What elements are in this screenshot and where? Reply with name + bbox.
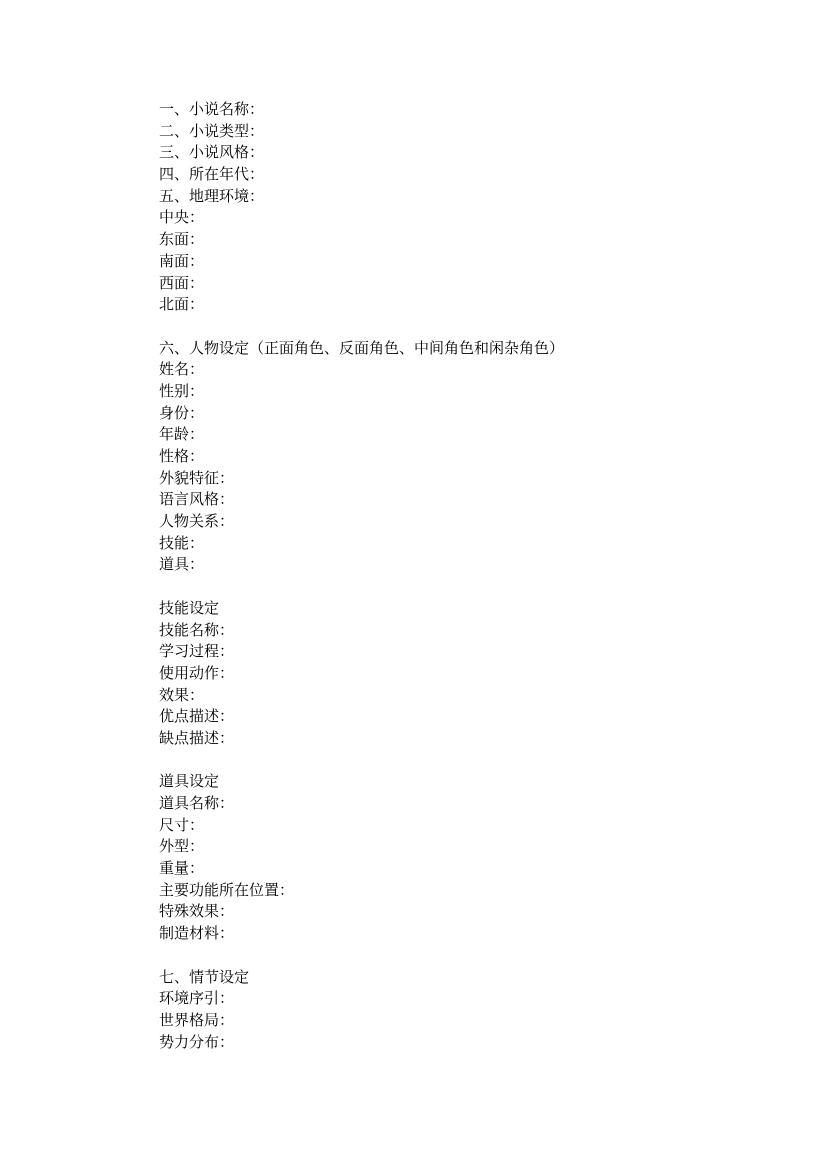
field-name: 姓名： <box>159 360 205 379</box>
section-skills <box>159 598 799 750</box>
field-effect: 效果： <box>159 685 205 704</box>
field-skill-name: 技能名称： <box>159 620 235 639</box>
field-novel-style: 三、小说风格： <box>159 143 265 162</box>
field-speech-style: 语言风格： <box>159 490 235 509</box>
field-east: 东面： <box>159 230 205 249</box>
field-material: 制造材料： <box>159 924 235 943</box>
field-usage-action: 使用动作： <box>159 663 235 682</box>
field-world-structure: 世界格局： <box>159 1010 235 1029</box>
section-props <box>159 771 799 945</box>
field-identity: 身份： <box>159 403 205 422</box>
field-main-function-location: 主要功能所在位置： <box>159 880 295 899</box>
field-age: 年龄： <box>159 425 205 444</box>
section-heading: 技能设定 <box>159 598 220 617</box>
field-weaknesses: 缺点描述： <box>159 728 235 747</box>
field-relationships: 人物关系： <box>159 512 235 531</box>
field-weight: 重量： <box>159 859 205 878</box>
field-shape: 外型： <box>159 837 205 856</box>
field-era: 四、所在年代： <box>159 165 265 184</box>
section-heading: 道具设定 <box>159 772 220 791</box>
section-heading: 六、人物设定（正面角色、反面角色、中间角色和闲杂角色） <box>159 338 565 357</box>
section-heading: 七、情节设定 <box>159 967 250 986</box>
spacer <box>159 576 799 598</box>
spacer <box>159 945 799 967</box>
field-geography: 五、地理环境： <box>159 186 265 205</box>
field-skills: 技能： <box>159 533 205 552</box>
spacer <box>159 316 799 338</box>
field-novel-genre: 二、小说类型： <box>159 121 265 140</box>
spacer <box>159 750 799 772</box>
section-characters <box>159 338 799 577</box>
field-size: 尺寸： <box>159 815 205 834</box>
field-environment-prologue: 环境序引： <box>159 989 235 1008</box>
field-personality: 性格： <box>159 447 205 465</box>
field-strengths: 优点描述： <box>159 707 235 726</box>
section-basics <box>159 99 799 316</box>
field-south: 南面： <box>159 251 205 270</box>
field-center: 中央： <box>159 208 205 227</box>
field-prop-name: 道具名称： <box>159 794 235 812</box>
field-learning-process: 学习过程： <box>159 642 235 661</box>
field-gender: 性别： <box>159 381 205 400</box>
field-appearance: 外貌特征： <box>159 468 235 487</box>
field-novel-name: 一、小说名称： <box>159 100 265 118</box>
section-plot <box>159 967 799 1054</box>
document-page <box>159 99 799 1053</box>
field-north: 北面： <box>159 295 205 314</box>
field-power-distribution: 势力分布： <box>159 1032 235 1051</box>
field-west: 西面： <box>159 273 205 292</box>
field-props: 道具： <box>159 555 205 574</box>
field-special-effect: 特殊效果： <box>159 902 235 921</box>
